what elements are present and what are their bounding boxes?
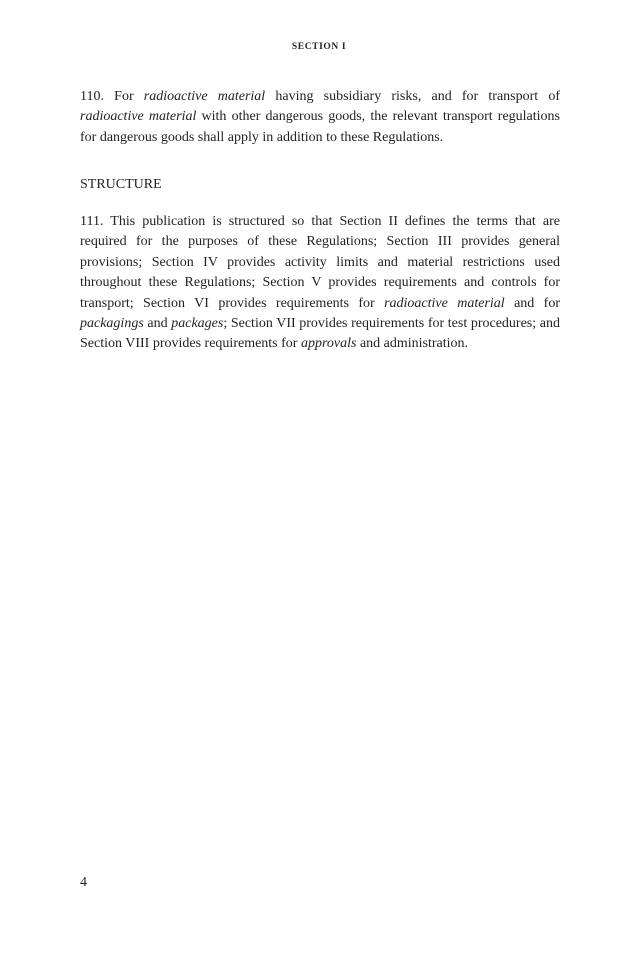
defined-term: packages [171, 316, 224, 332]
paragraph-110 [80, 87, 560, 148]
defined-term: radioactive material [143, 89, 266, 104]
structure-heading: STRUCTURE [80, 177, 162, 192]
paragraph-text: ; Section VII provides requirements for test procedures; and Section VIII provides requirements for [80, 316, 560, 352]
page-number: 4 [80, 875, 87, 890]
paragraph-text: and administration. [356, 336, 469, 352]
paragraph-number: 110. [80, 89, 104, 104]
defined-term: packagings [80, 316, 144, 332]
paragraph-text: For [103, 89, 144, 104]
paragraph-number: 111. [80, 214, 104, 229]
paragraph-text: and [143, 316, 172, 332]
paragraph-text: with other dangerous goods, the relevant transport regulations for dangerous goods shall apply in addition to these Regulations. [80, 109, 560, 145]
defined-term: radioactive material [384, 295, 505, 311]
defined-term: approvals [300, 336, 357, 352]
paragraph-text: and for [504, 295, 560, 311]
running-header-section-title: SECTION I [291, 42, 347, 52]
paragraph-111 [80, 212, 560, 355]
paragraph-text: This publication is structured so that Section II defines the terms that are required for the purposes of these Regulations; Section III provides general provisions; Section IV provides activity limits and material restrictions used throughout these Regulations; Section V provides requirements and controls for transport; Section VI provides requirements for [80, 214, 560, 311]
defined-term: radioactive material [80, 109, 197, 125]
paragraph-text: having subsidiary risks, and for transport of [265, 89, 561, 104]
